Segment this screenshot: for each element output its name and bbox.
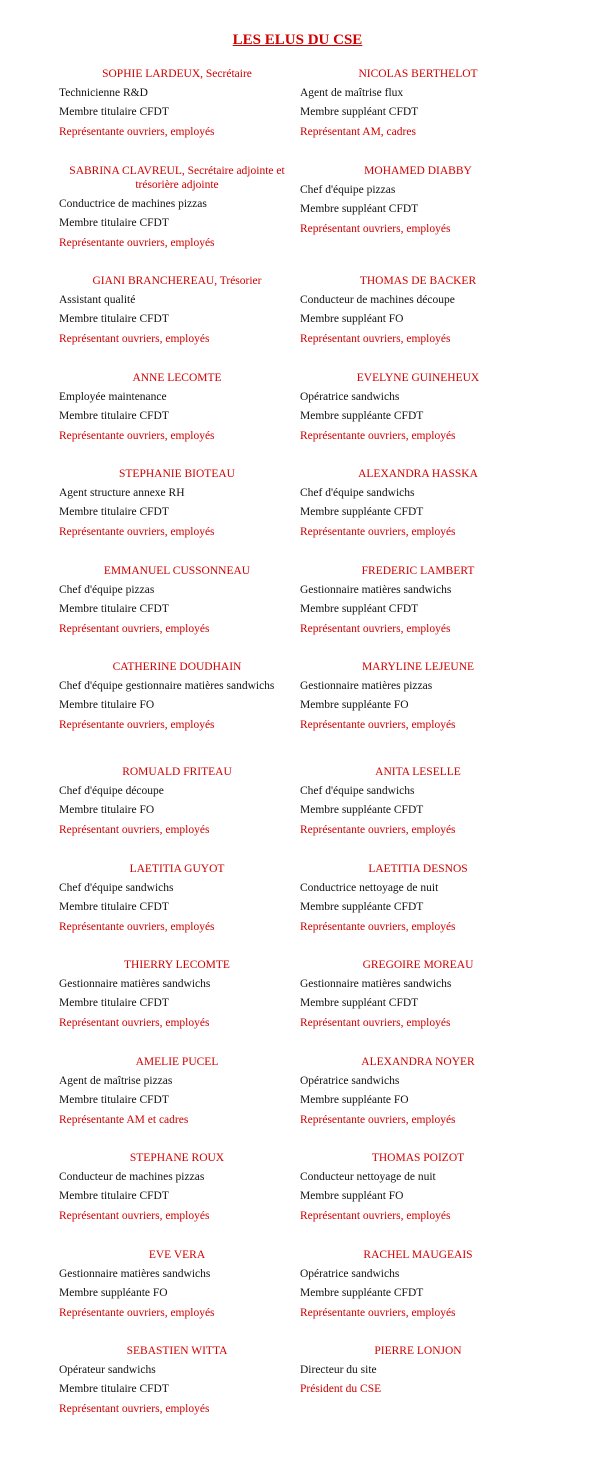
member-name: LAETITIA GUYOT (129, 863, 225, 875)
member-card-right (300, 467, 536, 544)
member-job: Directeur du site (300, 1364, 377, 1376)
member-membership: Membre titulaire CFDT (59, 506, 169, 519)
member-job: Gestionnaire matières sandwichs (300, 584, 452, 596)
member-card-right (300, 765, 536, 842)
member-row (0, 274, 595, 364)
member-name: NICOLAS BERTHELOT (358, 68, 478, 80)
member-representation: Représentant ouvriers, employés (59, 332, 210, 345)
member-membership: Membre suppléant CFDT (300, 203, 419, 216)
member-name: LAETITIA DESNOS (368, 863, 468, 875)
member-membership: Membre titulaire CFDT (59, 217, 169, 230)
member-job: Chef d'équipe gestionnaire matières sandwichs (59, 680, 275, 692)
member-membership: Membre titulaire CFDT (59, 106, 169, 119)
member-membership: Membre titulaire CFDT (59, 1383, 169, 1396)
member-card-left (59, 1248, 295, 1325)
member-row (0, 564, 595, 654)
member-membership: Président du CSE (300, 1383, 382, 1396)
member-card-right (300, 274, 536, 351)
member-membership: Membre suppléante FO (59, 1287, 168, 1300)
member-name: ANNE LECOMTE (132, 372, 222, 384)
member-name: THIERRY LECOMTE (124, 959, 230, 971)
member-name: ROMUALD FRITEAU (122, 766, 232, 778)
member-membership: Membre suppléante CFDT (300, 410, 424, 423)
member-card-left (59, 862, 295, 939)
member-job: Conductrice de machines pizzas (59, 198, 207, 210)
member-membership: Membre suppléant FO (300, 313, 404, 326)
member-representation: Représentant ouvriers, employés (300, 332, 451, 345)
member-name: EMMANUEL CUSSONNEAU (103, 565, 251, 577)
member-membership: Membre titulaire CFDT (59, 1094, 169, 1107)
member-name: ALEXANDRA HASSKA (358, 468, 478, 480)
member-row (0, 1055, 595, 1145)
member-membership: Membre suppléant CFDT (300, 106, 419, 119)
member-representation: Représentant ouvriers, employés (59, 1402, 210, 1415)
member-representation: Représentante AM et cadres (59, 1113, 189, 1126)
member-representation: Représentante ouvriers, employés (59, 125, 215, 138)
member-job: Gestionnaire matières sandwichs (59, 978, 211, 990)
member-job: Technicienne R&D (59, 87, 148, 99)
member-representation: Représentant ouvriers, employés (59, 1209, 210, 1222)
member-job: Chef d'équipe pizzas (59, 584, 155, 596)
member-row (0, 660, 595, 750)
member-job: Chef d'équipe sandwichs (300, 487, 415, 499)
member-job: Agent de maîtrise pizzas (59, 1075, 173, 1087)
member-job: Conducteur nettoyage de nuit (300, 1171, 436, 1183)
member-job: Gestionnaire matières pizzas (300, 680, 433, 692)
member-job: Agent structure annexe RH (59, 487, 185, 499)
member-card-right (300, 1055, 536, 1132)
member-membership: Membre titulaire CFDT (59, 1190, 169, 1203)
member-row (0, 67, 595, 157)
member-membership: Membre suppléante CFDT (300, 804, 424, 817)
member-card-left (59, 1344, 295, 1421)
member-name: FREDERIC LAMBERT (361, 565, 475, 577)
member-job: Opératrice sandwichs (300, 1075, 400, 1087)
member-membership: Membre titulaire CFDT (59, 313, 169, 326)
member-membership: Membre titulaire CFDT (59, 997, 169, 1010)
member-job: Chef d'équipe découpe (59, 785, 164, 797)
member-representation: Représentante ouvriers, employés (59, 1306, 215, 1319)
member-job: Chef d'équipe sandwichs (300, 785, 415, 797)
member-representation: Représentante ouvriers, employés (59, 525, 215, 538)
member-card-left (59, 274, 295, 351)
member-name: GIANI BRANCHEREAU, Trésorier (92, 275, 262, 287)
member-card-left (59, 765, 295, 842)
member-membership: Membre suppléante FO (300, 699, 409, 712)
member-card-left (59, 1151, 295, 1228)
member-card-right (300, 862, 536, 939)
member-representation: Représentant ouvriers, employés (59, 1016, 210, 1029)
member-representation: Représentante ouvriers, employés (300, 718, 456, 731)
member-row (0, 958, 595, 1048)
member-membership: Membre suppléante CFDT (300, 506, 424, 519)
member-row (0, 765, 595, 855)
member-membership: Membre titulaire FO (59, 804, 155, 817)
member-membership: Membre suppléant CFDT (300, 997, 419, 1010)
member-membership: Membre titulaire CFDT (59, 410, 169, 423)
member-representation: Représentant AM, cadres (300, 125, 416, 138)
member-representation: Représentante ouvriers, employés (300, 823, 456, 836)
member-name: SEBASTIEN WITTA (126, 1345, 228, 1357)
member-job: Opératrice sandwichs (300, 391, 400, 403)
member-row (0, 371, 595, 461)
member-representation (300, 1402, 536, 1416)
member-job: Gestionnaire matières sandwichs (59, 1268, 211, 1280)
member-job: Gestionnaire matières sandwichs (300, 978, 452, 990)
member-membership: Membre suppléant FO (300, 1190, 404, 1203)
member-name: RACHEL MAUGEAIS (363, 1249, 473, 1261)
member-name: GREGOIRE MOREAU (362, 959, 474, 971)
member-representation: Représentante ouvriers, employés (300, 1113, 456, 1126)
member-card-left (59, 1055, 295, 1132)
member-membership: Membre suppléant CFDT (300, 603, 419, 616)
member-membership: Membre titulaire CFDT (59, 901, 169, 914)
member-job: Employée maintenance (59, 391, 167, 403)
member-card-left (59, 164, 295, 255)
member-row (0, 467, 595, 557)
member-representation: Représentante ouvriers, employés (300, 525, 456, 538)
member-card-right (300, 164, 536, 241)
member-job: Assistant qualité (59, 294, 136, 306)
member-job: Conductrice nettoyage de nuit (300, 882, 439, 894)
member-name: AMELIE PUCEL (135, 1056, 219, 1068)
member-representation: Représentante ouvriers, employés (59, 718, 215, 731)
member-card-right (300, 1248, 536, 1325)
member-name: THOMAS POIZOT (371, 1152, 465, 1164)
page-title: LES ELUS DU CSE (232, 32, 363, 48)
member-representation: Représentante ouvriers, employés (59, 429, 215, 442)
member-card-left (59, 660, 295, 737)
member-representation: Représentant ouvriers, employés (300, 622, 451, 635)
member-job: Opérateur sandwichs (59, 1364, 156, 1376)
member-job: Conducteur de machines pizzas (59, 1171, 205, 1183)
member-card-right (300, 67, 536, 144)
member-name: PIERRE LONJON (374, 1345, 462, 1357)
member-name: MARYLINE LEJEUNE (361, 661, 475, 673)
member-representation: Représentant ouvriers, employés (59, 823, 210, 836)
member-card-left (59, 958, 295, 1035)
member-representation: Représentante ouvriers, employés (59, 920, 215, 933)
member-card-left (59, 467, 295, 544)
member-card-right (300, 371, 536, 448)
member-row (0, 164, 595, 254)
member-name: SABRINA CLAVREUL, Secrétaire adjointe et trésorière adjointe (69, 165, 285, 191)
member-name: STEPHANE ROUX (129, 1152, 225, 1164)
member-card-right (300, 660, 536, 737)
member-name: EVELYNE GUINEHEUX (356, 372, 480, 384)
member-card-left (59, 67, 295, 144)
member-row (0, 1151, 595, 1241)
member-card-right (300, 564, 536, 641)
member-row (0, 1248, 595, 1338)
member-name: EVE VERA (148, 1249, 206, 1261)
member-row (0, 1344, 595, 1434)
member-job: Chef d'équipe sandwichs (59, 882, 174, 894)
member-representation: Représentante ouvriers, employés (59, 236, 215, 249)
member-membership: Membre suppléante CFDT (300, 1287, 424, 1300)
member-name: THOMAS DE BACKER (359, 275, 477, 287)
member-row (0, 862, 595, 952)
member-name: SOPHIE LARDEUX, Secrétaire (102, 68, 252, 80)
member-membership: Membre suppléante CFDT (300, 901, 424, 914)
member-name: ANITA LESELLE (375, 766, 461, 778)
member-representation: Représentante ouvriers, employés (300, 920, 456, 933)
member-card-left (59, 564, 295, 641)
member-representation: Représentant ouvriers, employés (300, 1016, 451, 1029)
member-job: Conducteur de machines découpe (300, 294, 455, 306)
member-card-right (300, 1151, 536, 1228)
member-name: ALEXANDRA NOYER (361, 1056, 475, 1068)
member-membership: Membre titulaire CFDT (59, 603, 169, 616)
member-representation: Représentante ouvriers, employés (300, 1306, 456, 1319)
member-card-right (300, 1344, 536, 1421)
member-representation: Représentant ouvriers, employés (300, 1209, 451, 1222)
member-job: Opératrice sandwichs (300, 1268, 400, 1280)
member-representation: Représentant ouvriers, employés (59, 622, 210, 635)
member-name: CATHERINE DOUDHAIN (112, 661, 242, 673)
member-membership: Membre titulaire FO (59, 699, 155, 712)
member-name: MOHAMED DIABBY (364, 165, 472, 177)
member-job: Agent de maîtrise flux (300, 87, 404, 99)
member-representation: Représentante ouvriers, employés (300, 429, 456, 442)
member-name: STEPHANIE BIOTEAU (119, 468, 235, 480)
member-membership: Membre suppléante FO (300, 1094, 409, 1107)
member-representation: Représentant ouvriers, employés (300, 222, 451, 235)
member-card-left (59, 371, 295, 448)
member-job: Chef d'équipe pizzas (300, 184, 396, 196)
member-card-right (300, 958, 536, 1035)
